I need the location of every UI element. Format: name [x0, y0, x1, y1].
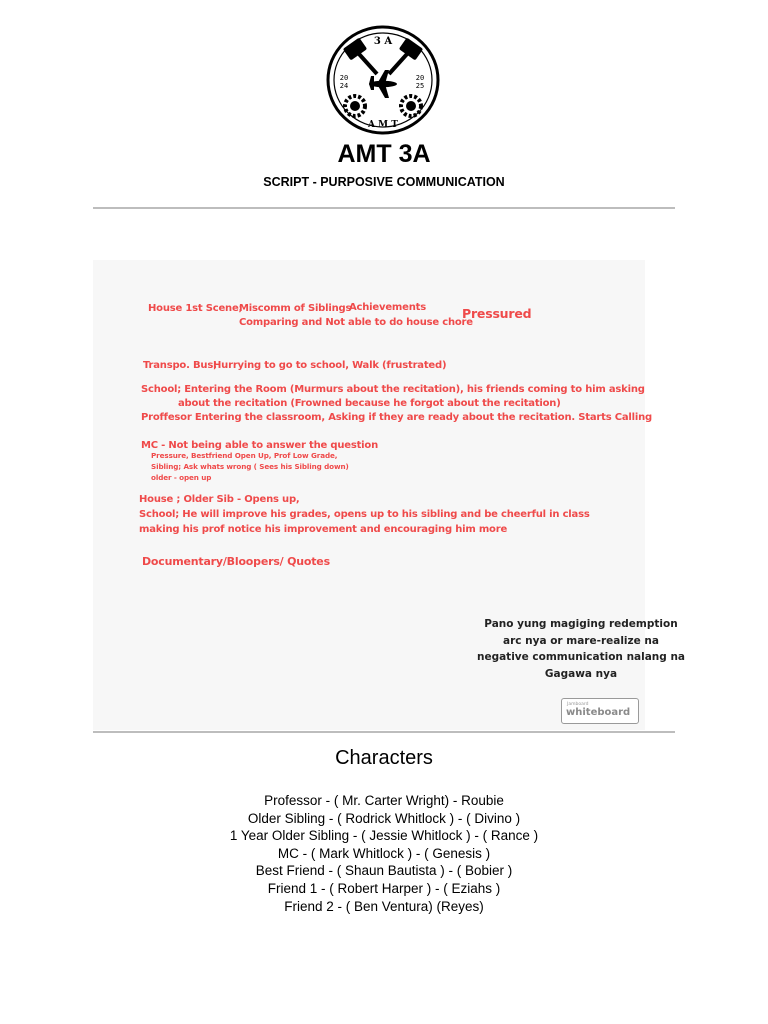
brand-big-text: whiteboard — [566, 707, 631, 718]
note-professor: Proffesor Entering the classroom, Asking if they are ready about the recitation. Starts Calling — [141, 412, 652, 423]
note-small-3: older - open up — [151, 473, 212, 482]
whiteboard-brand-logo — [561, 698, 639, 724]
logo-year-left-1: 20 — [339, 74, 349, 82]
redemption-note — [463, 616, 699, 682]
page-title: AMT 3A — [337, 140, 431, 168]
redemption-line: negative communication nalang na — [476, 651, 686, 663]
logo-year-right-1: 20 — [415, 74, 425, 82]
note-pressured: Pressured — [462, 306, 532, 321]
list-item: Professor - ( Mr. Carter Wright) - Roubie — [264, 793, 504, 808]
note-mc: MC - Not being able to answer the question — [141, 440, 378, 451]
list-item: Best Friend - ( Shaun Bautista ) - ( Bobier ) — [255, 863, 513, 879]
list-item: Friend 1 - ( Robert Harper ) - ( Eziahs ) — [267, 880, 501, 896]
list-item: Friend 2 - ( Ben Ventura) (Reyes) — [284, 898, 484, 914]
redemption-line: Pano yung magiging redemption — [484, 618, 678, 630]
page-subtitle: SCRIPT - PURPOSIVE COMMUNICATION — [263, 175, 505, 189]
redemption-line: Gagawa nya — [544, 667, 618, 680]
characters-heading: Characters — [335, 747, 433, 769]
divider-top — [93, 207, 675, 209]
note-house-older: House ; Older Sib - Opens up, — [139, 494, 300, 505]
list-item: 1 Year Older Sibling - ( Jessie Whitlock ) - ( Rance ) — [229, 828, 539, 844]
list-item: MC - ( Mark Whitlock ) - ( Genesis ) — [277, 845, 491, 861]
note-small-2: Sibling; Ask whats wrong ( Sees his Sibling down) — [151, 462, 349, 471]
logo-top-text: 3 A — [373, 36, 393, 47]
logo-year-left-2: 24 — [339, 82, 349, 90]
brand-small-text: Jamboard — [567, 702, 589, 707]
note-achievements: Achievements — [349, 302, 426, 313]
redemption-line: arc nya or mare-realize na — [503, 634, 659, 647]
list-item: Older Sibling - ( Rodrick Whitlock ) - ( Divino ) — [247, 810, 521, 826]
note-comparing: Comparing and Not able to do house chore — [239, 317, 473, 328]
divider-bottom — [93, 731, 675, 733]
class-logo — [325, 24, 441, 136]
note-hurrying: Hurrying to go to school, Walk (frustrated) — [213, 360, 447, 371]
logo-year-right-2: 25 — [415, 82, 425, 90]
note-documentary: Documentary/Bloopers/ Quotes — [142, 555, 330, 568]
note-transpo: Transpo. Bus; — [143, 360, 217, 371]
note-small-1: Pressure, Bestfriend Open Up, Prof Low Grade, — [151, 451, 338, 460]
logo-bottom-text: A M T — [368, 120, 398, 130]
note-miscomm: Miscomm of Siblings — [239, 303, 352, 314]
note-school-improve: School; He will improve his grades, opens up to his sibling and be cheerful in class — [139, 509, 590, 520]
note-school-line2: about the recitation (Frowned because he forgot about the recitation) — [178, 398, 561, 409]
note-house-1st-scene: House 1st Scene; — [148, 303, 243, 314]
note-making-prof: making his prof notice his improvement and encouraging him more — [139, 524, 508, 535]
characters-list — [0, 792, 768, 915]
note-school-line1: School; Entering the Room (Murmurs about the recitation), his friends coming to him asking — [141, 384, 645, 395]
whiteboard-image — [93, 260, 686, 730]
